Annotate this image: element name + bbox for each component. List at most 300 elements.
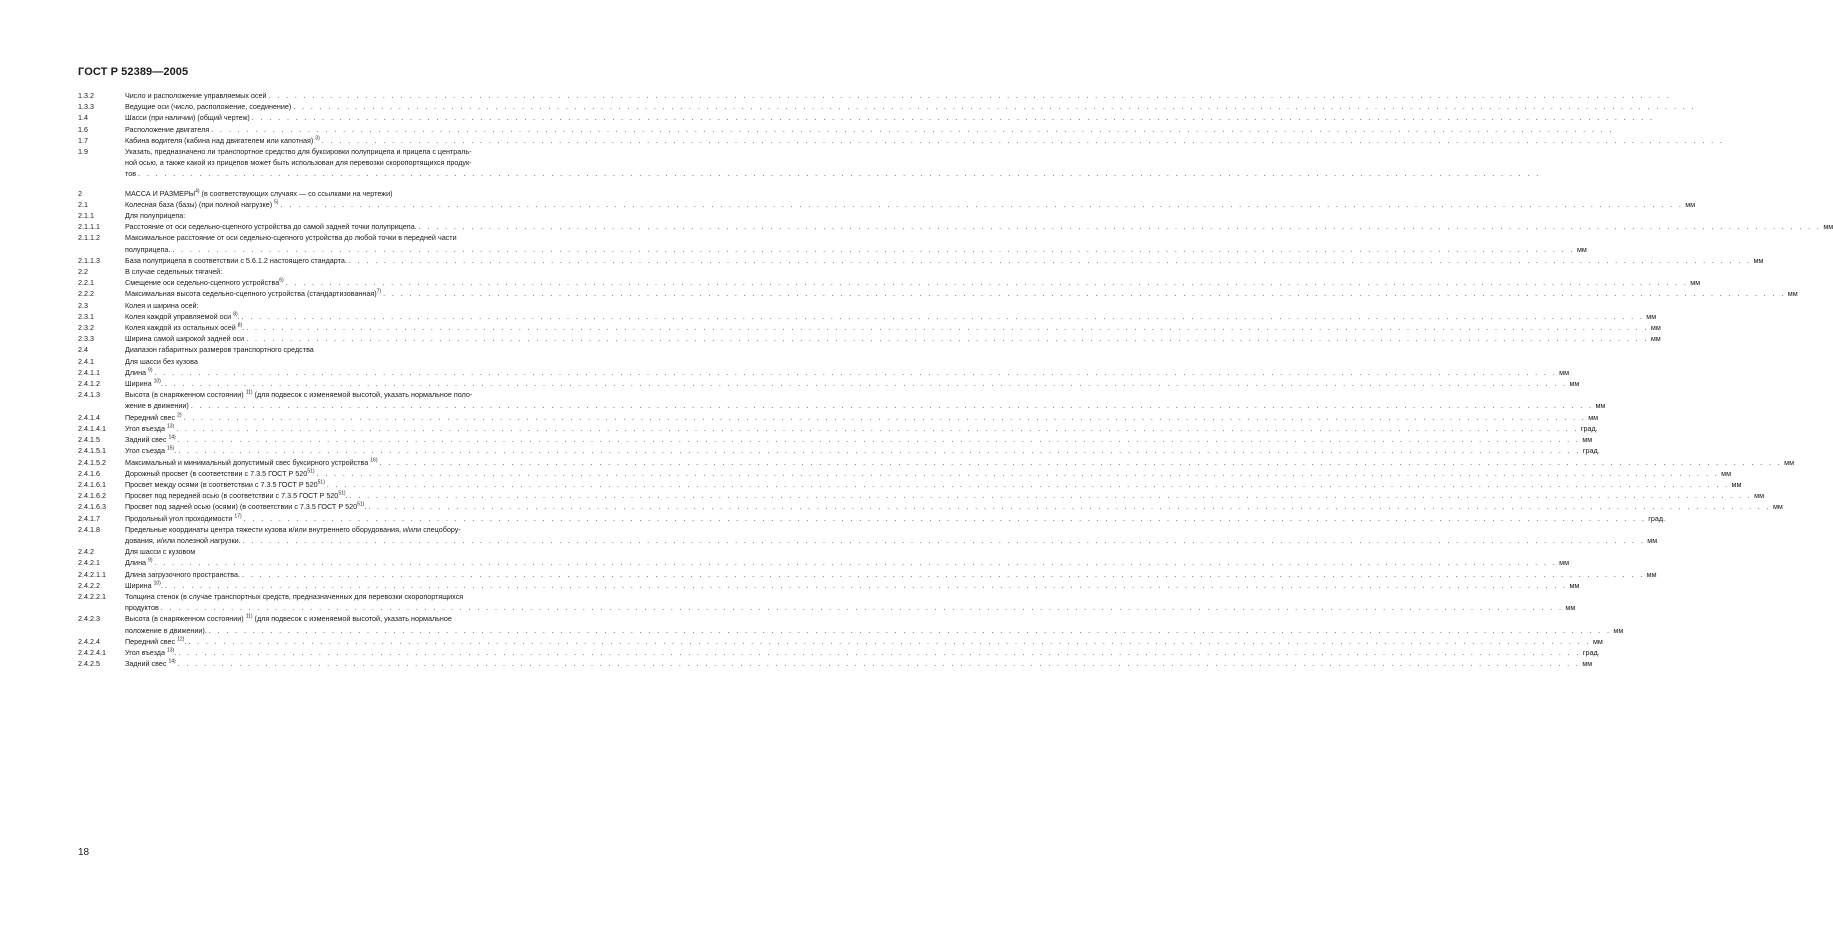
clause-line-text: Длина $^{9)}$ [125, 367, 153, 377]
dot-leader: . . . . . . . . . . . . . . . . . . . . . . . . . . . . . . . . . . . . . . . . . . . . . . . . . . . . . . . . . . . . . . . . . . . . . . . . . . . . . . . . . . . . . . . . . . . . . . . . . . . . . . . . . . . . . . . . . . . . . . . . . . . . . . . . . . . . . . . . . . . . . . . . . . . . . . . . . . . . . . . . [172, 244, 1575, 254]
clause-line-text: Ширина $^{10)}$. [125, 580, 163, 590]
clause-line-text: Длина загрузочного пространства. [125, 569, 241, 579]
section-gap [78, 180, 614, 188]
clause-line-text: Колея каждой управляемой оси $^{8)}$. [125, 311, 240, 321]
clause-number: 2.4.1.6.3 [78, 502, 106, 512]
unit-label: град. [1648, 513, 1666, 523]
clause-line [125, 580, 1580, 591]
clause-line [125, 322, 1661, 333]
clause-line-text: Ширина самой широкой задней оси [125, 334, 245, 344]
clause-number: 2.4.1.4.1 [78, 423, 106, 433]
spec-row [78, 277, 1701, 288]
spec-row [78, 580, 1580, 591]
clause-text [125, 389, 1606, 411]
clause-line [125, 210, 614, 221]
clause-line [125, 135, 1725, 146]
clause-text [125, 636, 1603, 647]
spec-row [78, 647, 1600, 658]
unit-label: мм [1647, 535, 1658, 545]
dot-leader: . . . . . . . . . . . . . . . . . . . . . . . . . . . . . . . . . . . . . . . . . . . . . . . . . . . . . . . . . . . . . . . . . . . . . . . . . . . . . . . . . . . . . . . . . . . . . . . . . . . . . . . . . . . . . . . . . . . . . . . . . . . . . . . . . . . . . . . . . . . . . . . . . . . . . . . . . . . . . . . . [293, 102, 1696, 112]
clause-text [125, 490, 1765, 501]
spec-row [78, 468, 1732, 479]
clause-line-text: Шасси (при наличии) (общий чертеж) [125, 113, 250, 123]
spec-row [78, 199, 1696, 210]
clause-number: 2.3.1 [78, 311, 94, 321]
clause-line [125, 647, 1600, 658]
clause-line-text: ной осью, а также какой из прицепов может быть использован для перевозки скоропортящихся продук- [125, 158, 472, 168]
clause-number: 2.4.2.3 [78, 614, 100, 624]
clause-text [125, 188, 614, 199]
clause-line [125, 255, 1764, 266]
clause-line [125, 112, 1655, 123]
clause-text [125, 513, 1666, 524]
clause-number: 2.4.1.5.2 [78, 457, 106, 467]
unit-label: мм [1690, 278, 1701, 288]
unit-label: мм [1753, 255, 1764, 265]
clause-line [125, 146, 614, 157]
clause-text [125, 591, 1576, 613]
clause-line-text: Толщина стенок (в случае транспортных средств, предназначенных для перевозки скоропортящихся [125, 591, 464, 601]
specification-list [78, 90, 1833, 669]
spec-row [78, 546, 614, 557]
dot-leader: . . . . . . . . . . . . . . . . . . . . . . . . . . . . . . . . . . . . . . . . . . . . . . . . . . . . . . . . . . . . . . . . . . . . . . . . . . . . . . . . . . . . . . . . . . . . . . . . . . . . . . . . . . . . . . . . . . . . . . . . . . . . . . . . . . . . . . . . . . . . . . . . . . . . . . . . . . . . . . . . [138, 169, 1541, 179]
dot-leader: . . . . . . . . . . . . . . . . . . . . . . . . . . . . . . . . . . . . . . . . . . . . . . . . . . . . . . . . . . . . . . . . . . . . . . . . . . . . . . . . . . . . . . . . . . . . . . . . . . . . . . . . . . . . . . . . . . . . . . . . . . . . . . . . . . . . . . . . . . . . . . . . . . . . . . . . . . . . . . . . [188, 636, 1591, 646]
spec-row [78, 188, 614, 199]
spec-row [78, 445, 1600, 456]
unit-label: град. [1582, 446, 1600, 456]
unit-label: мм [1646, 569, 1657, 579]
clause-line-text: Передний свес $^{2)}$ [125, 412, 182, 422]
clause-line-text: Максимальный и минимальный допустимый свес буксирного устройства $^{16)}$ [125, 457, 378, 467]
clause-line-text: продуктов [125, 603, 159, 613]
spec-row [78, 557, 1570, 568]
clause-number: 2.4.1.2 [78, 379, 100, 389]
clause-text [125, 569, 1657, 580]
clause-line-text: Высота (в снаряженном состоянии) $^{11)}$ (для подвесок с изменяемой высотой, указать нормальное [125, 613, 452, 624]
spec-row [78, 658, 1593, 669]
clause-text [125, 434, 1593, 445]
dot-leader: . . . . . . . . . . . . . . . . . . . . . . . . . . . . . . . . . . . . . . . . . . . . . . . . . . . . . . . . . . . . . . . . . . . . . . . . . . . . . . . . . . . . . . . . . . . . . . . . . . . . . . . . . . . . . . . . . . . . . . . . . . . . . . . . . . . . . . . . . . . . . . . . . . . . . . . . . . . . . . . . [164, 580, 1568, 590]
document-header: ГОСТ Р 52389—2005 [78, 66, 189, 78]
clause-line [125, 333, 1661, 344]
spec-row [78, 412, 1599, 423]
unit-label: мм [1582, 659, 1593, 669]
spec-row [78, 124, 1614, 135]
clause-text [125, 423, 1598, 434]
spec-row [78, 344, 614, 355]
clause-number: 2.4.1.3 [78, 390, 100, 400]
clause-line-text: Угол въезда $^{13)}$ [125, 423, 175, 433]
clause-line-text: Максимальная высота седельно-сцепного устройства (стандартизованная)$^{7)}$ [125, 289, 382, 299]
clause-line-text: Угол съезда $^{15)}$. [125, 445, 177, 456]
clause-text [125, 277, 1701, 288]
clause-line-text: Продольный угол проходимости $^{17)}$ [125, 513, 242, 523]
clause-line [125, 546, 614, 557]
spec-row [78, 333, 1661, 344]
clause-line [125, 457, 1795, 468]
clause-text [125, 101, 1696, 112]
clause-text [125, 367, 1570, 378]
dot-leader: . . . . . . . . . . . . . . . . . . . . . . . . . . . . . . . . . . . . . . . . . . . . . . . . . . . . . . . . . . . . . . . . . . . . . . . . . . . . . . . . . . . . . . . . . . . . . . . . . . . . . . . . . . . . . . . . . . . . . . . . . . . . . . . . . . . . . . . . . . . . . . . . . . . . . . . . . . . . . . . . [379, 457, 1783, 467]
clause-line-text: База полуприцепа в соответствии с 5.6.1.2 настоящего стандарта. [125, 255, 347, 265]
unit-label: мм [1613, 625, 1624, 635]
unit-label: град. [1582, 647, 1600, 657]
clause-number: 2.4.2.5 [78, 659, 100, 669]
unit-label: мм [1650, 334, 1661, 344]
unit-label: мм [1772, 502, 1783, 512]
clause-line [125, 445, 1600, 456]
clause-line-text: Просвет под задней осью (осями) (в соответствии с 7.3.5 ГОСТ Р 520$^{51)}$. [125, 501, 367, 512]
spec-row [78, 501, 1783, 512]
spec-row [78, 90, 1672, 101]
spec-row [78, 101, 1696, 112]
clause-line-text: жение в движении) [125, 401, 189, 411]
clause-line-text: Для шасси без кузова [125, 356, 198, 366]
unit-label: мм [1646, 311, 1657, 321]
clause-line-text: Кабина водителя (кабина над двигателем или капотная) $^{3)}$ [125, 135, 320, 145]
clause-text [125, 322, 1661, 333]
clause-line [125, 636, 1603, 647]
dot-leader: . . . . . . . . . . . . . . . . . . . . . . . . . . . . . . . . . . . . . . . . . . . . . . . . . . . . . . . . . . . . . . . . . . . . . . . . . . . . . . . . . . . . . . . . . . . . . . . . . . . . . . . . . . . . . . . . . . . . . . . . . . . . . . . . . . . . . . . . . . . . . . . . . . . . . . . . . . . . . . . . [280, 199, 1684, 209]
clause-text [125, 146, 1541, 180]
clause-line [125, 244, 1587, 255]
spec-row [78, 569, 1657, 580]
clause-line [125, 277, 1701, 288]
spec-row [78, 322, 1661, 333]
unit-label: мм [1576, 244, 1587, 254]
clause-number: 2.1.1.3 [78, 255, 100, 265]
clause-text [125, 613, 1624, 635]
clause-number: 2.1.1.2 [78, 233, 100, 243]
clause-line [125, 591, 614, 602]
clause-line-text: Колея каждой из остальных осей $^{8)}$. [125, 322, 245, 333]
unit-label: мм [1731, 479, 1742, 489]
clause-text [125, 210, 614, 221]
spec-row [78, 423, 1598, 434]
clause-line-text: тов [125, 169, 137, 179]
clause-text [125, 232, 1587, 254]
dot-leader: . . . . . . . . . . . . . . . . . . . . . . . . . . . . . . . . . . . . . . . . . . . . . . . . . . . . . . . . . . . . . . . . . . . . . . . . . . . . . . . . . . . . . . . . . . . . . . . . . . . . . . . . . . . . . . . . . . . . . . . . . . . . . . . . . . . . . . . . . . . . . . . . . . . . . . . . . . . . . . . . [348, 255, 1752, 265]
clause-line [125, 101, 1696, 112]
spec-row [78, 636, 1603, 647]
clause-number: 2.4.1.6.2 [78, 491, 106, 501]
clause-line [125, 602, 1576, 613]
clause-line [125, 344, 614, 355]
clause-text [125, 124, 1614, 135]
dot-leader: . . . . . . . . . . . . . . . . . . . . . . . . . . . . . . . . . . . . . . . . . . . . . . . . . . . . . . . . . . . . . . . . . . . . . . . . . . . . . . . . . . . . . . . . . . . . . . . . . . . . . . . . . . . . . . . . . . . . . . . . . . . . . . . . . . . . . . . . . . . . . . . . . . . . . . . . . . . . . . . . [243, 513, 1647, 523]
spec-row [78, 513, 1666, 524]
clause-text [125, 412, 1599, 423]
dot-leader: . . . . . . . . . . . . . . . . . . . . . . . . . . . . . . . . . . . . . . . . . . . . . . . . . . . . . . . . . . . . . . . . . . . . . . . . . . . . . . . . . . . . . . . . . . . . . . . . . . . . . . . . . . . . . . . . . . . . . . . . . . . . . . . . . . . . . . . . . . . . . . . . . . . . . . . . . . . . . . . . [178, 446, 1581, 456]
clause-number: 2.1.1.1 [78, 222, 100, 232]
clause-line-text: Предельные координаты центра тяжести кузова и/или внутреннего оборудования, и/или спецобору- [125, 524, 461, 534]
clause-number: 1.7 [78, 135, 88, 145]
spec-row [78, 232, 1587, 254]
clause-text [125, 255, 1764, 266]
clause-text [125, 221, 1833, 232]
spec-row [78, 135, 1725, 146]
clause-text [125, 557, 1570, 568]
clause-number: 1.3.2 [78, 91, 94, 100]
clause-number: 2.4.1 [78, 356, 94, 366]
clause-line-text: положение в движении). [125, 625, 207, 635]
unit-label: мм [1784, 457, 1795, 467]
clause-line-text: МАССА И РАЗМЕРЫ$^{4)}$ (в соответствующих случаях — со ссылками на чертежи) [125, 188, 393, 198]
clause-line-text: Угол въезда $^{13)}$. [125, 647, 177, 657]
dot-leader: . . . . . . . . . . . . . . . . . . . . . . . . . . . . . . . . . . . . . . . . . . . . . . . . . . . . . . . . . . . . . . . . . . . . . . . . . . . . . . . . . . . . . . . . . . . . . . . . . . . . . . . . . . . . . . . . . . . . . . . . . . . . . . . . . . . . . . . . . . . . . . . . . . . . . . . . . . . . . . . . [246, 334, 1649, 344]
dot-leader: . . . . . . . . . . . . . . . . . . . . . . . . . . . . . . . . . . . . . . . . . . . . . . . . . . . . . . . . . . . . . . . . . . . . . . . . . . . . . . . . . . . . . . . . . . . . . . . . . . . . . . . . . . . . . . . . . . . . . . . . . . . . . . . . . . . . . . . . . . . . . . . . . . . . . . . . . . . . . . . . [246, 323, 1649, 333]
clause-line [125, 513, 1666, 524]
clause-line [125, 221, 1833, 232]
clause-line [125, 232, 614, 243]
clause-line-text: Просвет под передней осью (в соответствии с 7.3.5 ГОСТ Р 520$^{51)}$. [125, 490, 348, 501]
dot-leader: . . . . . . . . . . . . . . . . . . . . . . . . . . . . . . . . . . . . . . . . . . . . . . . . . . . . . . . . . . . . . . . . . . . . . . . . . . . . . . . . . . . . . . . . . . . . . . . . . . . . . . . . . . . . . . . . . . . . . . . . . . . . . . . . . . . . . . . . . . . . . . . . . . . . . . . . . . . . . . . . [349, 491, 1753, 501]
clause-line [125, 434, 1593, 445]
clause-line [125, 157, 614, 168]
clause-number: 2.4.1.4 [78, 412, 100, 422]
dot-leader: . . . . . . . . . . . . . . . . . . . . . . . . . . . . . . . . . . . . . . . . . . . . . . . . . . . . . . . . . . . . . . . . . . . . . . . . . . . . . . . . . . . . . . . . . . . . . . . . . . . . . . . . . . . . . . . . . . . . . . . . . . . . . . . . . . . . . . . . . . . . . . . . . . . . . . . . . . . . . . . . [178, 647, 1581, 657]
clause-number: 1.3.3 [78, 102, 94, 112]
clause-text [125, 266, 614, 277]
spec-row [78, 112, 1655, 123]
clause-line-text: Передний свес $^{12)}$. [125, 636, 187, 646]
unit-label: мм [1569, 379, 1580, 389]
clause-number: 2.1.1 [78, 211, 94, 221]
clause-line [125, 188, 614, 199]
clause-text [125, 658, 1593, 669]
dot-leader: . . . . . . . . . . . . . . . . . . . . . . . . . . . . . . . . . . . . . . . . . . . . . . . . . . . . . . . . . . . . . . . . . . . . . . . . . . . . . . . . . . . . . . . . . . . . . . . . . . . . . . . . . . . . . . . . . . . . . . . . . . . . . . . . . . . . . . . . . . . . . . . . . . . . . . . . . . . . . . . . [316, 468, 1720, 478]
spec-row [78, 378, 1580, 389]
clause-number: 2.4.2.4.1 [78, 647, 106, 657]
clause-number: 2.2 [78, 267, 88, 277]
clause-text [125, 580, 1580, 591]
clause-number: 2.2.2 [78, 289, 94, 299]
clause-line-text: Задний свес $^{14)}$ [125, 658, 176, 669]
clause-text [125, 468, 1732, 479]
clause-line-text: Дорожный просвет (в соответствии с 7.3.5 ГОСТ Р 520$^{51)}$ [125, 468, 315, 478]
clause-line [125, 535, 1658, 546]
clause-number: 2.4.2.1.1 [78, 569, 106, 579]
dot-leader: . . . . . . . . . . . . . . . . . . . . . . . . . . . . . . . . . . . . . . . . . . . . . . . . . . . . . . . . . . . . . . . . . . . . . . . . . . . . . . . . . . . . . . . . . . . . . . . . . . . . . . . . . . . . . . . . . . . . . . . . . . . . . . . . . . . . . . . . . . . . . . . . . . . . . . . . . . . . . . . . [268, 91, 1672, 100]
clause-number: 2.2.1 [78, 278, 94, 288]
dot-leader: . . . . . . . . . . . . . . . . . . . . . . . . . . . . . . . . . . . . . . . . . . . . . . . . . . . . . . . . . . . . . . . . . . . . . . . . . . . . . . . . . . . . . . . . . . . . . . . . . . . . . . . . . . . . . . . . . . . . . . . . . . . . . . . . . . . . . . . . . . . . . . . . . . . . . . . . . . . . . . . . [383, 289, 1786, 299]
clause-text [125, 501, 1783, 512]
dot-leader: . . . . . . . . . . . . . . . . . . . . . . . . . . . . . . . . . . . . . . . . . . . . . . . . . . . . . . . . . . . . . . . . . . . . . . . . . . . . . . . . . . . . . . . . . . . . . . . . . . . . . . . . . . . . . . . . . . . . . . . . . . . . . . . . . . . . . . . . . . . . . . . . . . . . . . . . . . . . . . . . [177, 659, 1581, 669]
clause-text [125, 445, 1600, 456]
clause-line-text: Колесная база (базы) (при полной нагрузке) $^{5)}$ [125, 199, 279, 209]
clause-line-text: Ведущие оси (число, расположение, соединение) [125, 102, 292, 112]
dot-leader: . . . . . . . . . . . . . . . . . . . . . . . . . . . . . . . . . . . . . . . . . . . . . . . . . . . . . . . . . . . . . . . . . . . . . . . . . . . . . . . . . . . . . . . . . . . . . . . . . . . . . . . . . . . . . . . . . . . . . . . . . . . . . . . . . . . . . . . . . . . . . . . . . . . . . . . . . . . . . . . . [251, 113, 1655, 123]
dot-leader: . . . . . . . . . . . . . . . . . . . . . . . . . . . . . . . . . . . . . . . . . . . . . . . . . . . . . . . . . . . . . . . . . . . . . . . . . . . . . . . . . . . . . . . . . . . . . . . . . . . . . . . . . . . . . . . . . . . . . . . . . . . . . . . . . . . . . . . . . . . . . . . . . . . . . . . . . . . . . . . . [208, 625, 1612, 635]
unit-label: мм [1823, 222, 1833, 232]
dot-leader: . . . . . . . . . . . . . . . . . . . . . . . . . . . . . . . . . . . . . . . . . . . . . . . . . . . . . . . . . . . . . . . . . . . . . . . . . . . . . . . . . . . . . . . . . . . . . . . . . . . . . . . . . . . . . . . . . . . . . . . . . . . . . . . . . . . . . . . . . . . . . . . . . . . . . . . . . . . . . . . . [154, 558, 1558, 568]
clause-text [125, 647, 1600, 658]
clause-line [125, 423, 1598, 434]
clause-number: 2.1 [78, 199, 88, 209]
clause-line [125, 613, 614, 624]
clause-number: 2.4.2 [78, 547, 94, 557]
dot-leader: . . . . . . . . . . . . . . . . . . . . . . . . . . . . . . . . . . . . . . . . . . . . . . . . . . . . . . . . . . . . . . . . . . . . . . . . . . . . . . . . . . . . . . . . . . . . . . . . . . . . . . . . . . . . . . . . . . . . . . . . . . . . . . . . . . . . . . . . . . . . . . . . . . . . . . . . . . . . . . . . [160, 603, 1564, 613]
clause-number: 2.4.1.6.1 [78, 479, 106, 489]
clause-line [125, 199, 1696, 210]
clause-number: 1.6 [78, 124, 88, 134]
clause-number: 2.4.2.2 [78, 580, 100, 590]
unit-label: мм [1685, 199, 1696, 209]
spec-row [78, 255, 1764, 266]
clause-line [125, 168, 1541, 179]
clause-line-text: Указать, предназначено ли транспортное средство для буксировки полуприцепа и прицепа с централь- [125, 147, 472, 157]
dot-leader: . . . . . . . . . . . . . . . . . . . . . . . . . . . . . . . . . . . . . . . . . . . . . . . . . . . . . . . . . . . . . . . . . . . . . . . . . . . . . . . . . . . . . . . . . . . . . . . . . . . . . . . . . . . . . . . . . . . . . . . . . . . . . . . . . . . . . . . . . . . . . . . . . . . . . . . . . . . . . . . . [154, 367, 1558, 377]
clause-text [125, 344, 614, 355]
clause-line [125, 356, 614, 367]
dot-leader: . . . . . . . . . . . . . . . . . . . . . . . . . . . . . . . . . . . . . . . . . . . . . . . . . . . . . . . . . . . . . . . . . . . . . . . . . . . . . . . . . . . . . . . . . . . . . . . . . . . . . . . . . . . . . . . . . . . . . . . . . . . . . . . . . . . . . . . . . . . . . . . . . . . . . . . . . . . . . . . . [368, 502, 1771, 512]
clause-number: 2.4.2.4 [78, 636, 100, 646]
clause-line [125, 557, 1570, 568]
clause-line [125, 124, 1614, 135]
unit-label: мм [1559, 558, 1570, 568]
spec-row [78, 311, 1657, 322]
unit-label: град. [1580, 423, 1598, 433]
spec-row [78, 591, 1576, 613]
clause-text [125, 356, 614, 367]
clause-text [125, 457, 1795, 468]
clause-number: 1.4 [78, 113, 88, 123]
page-number: 18 [78, 847, 90, 858]
spec-row [78, 524, 1658, 546]
clause-number: 2.4.1.8 [78, 524, 100, 534]
clause-line [125, 378, 1580, 389]
clause-text [125, 479, 1742, 490]
clause-line [125, 311, 1657, 322]
clause-line-text: Просвет между осями (в соответствии с 7.3.5 ГОСТ Р 520$^{51)}$ [125, 479, 325, 489]
clause-line [125, 658, 1593, 669]
clause-number: 2.4.1.7 [78, 513, 100, 523]
spec-row [78, 389, 1606, 411]
clause-number: 1.9 [78, 147, 88, 157]
unit-label: мм [1565, 603, 1576, 613]
clause-number: 2.4.2.1 [78, 558, 100, 568]
unit-label: мм [1650, 323, 1661, 333]
clause-text [125, 199, 1696, 210]
unit-label: мм [1582, 435, 1593, 445]
spec-row [78, 146, 1541, 180]
clause-line-text: Расстояние от оси седельно-сцепного устройства до самой задней точки полуприцепа. [125, 222, 417, 232]
clause-line-text: Максимальное расстояние от оси седельно-сцепного устройства до любой точки в передней части [125, 233, 457, 243]
clause-line [125, 468, 1732, 479]
clause-line-text: полуприцепа. [125, 244, 171, 254]
dot-leader: . . . . . . . . . . . . . . . . . . . . . . . . . . . . . . . . . . . . . . . . . . . . . . . . . . . . . . . . . . . . . . . . . . . . . . . . . . . . . . . . . . . . . . . . . . . . . . . . . . . . . . . . . . . . . . . . . . . . . . . . . . . . . . . . . . . . . . . . . . . . . . . . . . . . . . . . . . . . . . . . [326, 479, 1730, 489]
unit-label: мм [1787, 289, 1798, 299]
unit-label: мм [1592, 636, 1603, 646]
clause-text [125, 311, 1657, 322]
clause-text [125, 288, 1798, 299]
dot-leader: . . . . . . . . . . . . . . . . . . . . . . . . . . . . . . . . . . . . . . . . . . . . . . . . . . . . . . . . . . . . . . . . . . . . . . . . . . . . . . . . . . . . . . . . . . . . . . . . . . . . . . . . . . . . . . . . . . . . . . . . . . . . . . . . . . . . . . . . . . . . . . . . . . . . . . . . . . . . . . . . [190, 401, 1594, 411]
clause-line [125, 400, 1606, 411]
unit-label: мм [1754, 491, 1765, 501]
clause-text [125, 378, 1580, 389]
spec-row [78, 434, 1593, 445]
clause-line [125, 300, 614, 311]
dot-leader: . . . . . . . . . . . . . . . . . . . . . . . . . . . . . . . . . . . . . . . . . . . . . . . . . . . . . . . . . . . . . . . . . . . . . . . . . . . . . . . . . . . . . . . . . . . . . . . . . . . . . . . . . . . . . . . . . . . . . . . . . . . . . . . . . . . . . . . . . . . . . . . . . . . . . . . . . . . . . . . . [285, 278, 1689, 288]
unit-label: мм [1588, 412, 1599, 422]
unit-label: мм [1721, 468, 1732, 478]
clause-line-text: Смещение оси седельно-сцепного устройства$^{6)}$ [125, 277, 284, 288]
clause-line-text: Высота (в снаряженном состоянии) $^{11)}$ (для подвесок с изменяемой высотой, указать нормальное поло- [125, 389, 473, 400]
clause-number: 2.4.1.5 [78, 435, 100, 445]
spec-row [78, 210, 614, 221]
clause-line [125, 389, 614, 400]
clause-number: 2.3.3 [78, 334, 94, 344]
clause-text [125, 524, 1658, 546]
spec-row [78, 613, 1624, 635]
dot-leader: . . . . . . . . . . . . . . . . . . . . . . . . . . . . . . . . . . . . . . . . . . . . . . . . . . . . . . . . . . . . . . . . . . . . . . . . . . . . . . . . . . . . . . . . . . . . . . . . . . . . . . . . . . . . . . . . . . . . . . . . . . . . . . . . . . . . . . . . . . . . . . . . . . . . . . . . . . . . . . . . [242, 569, 1645, 579]
dot-leader: . . . . . . . . . . . . . . . . . . . . . . . . . . . . . . . . . . . . . . . . . . . . . . . . . . . . . . . . . . . . . . . . . . . . . . . . . . . . . . . . . . . . . . . . . . . . . . . . . . . . . . . . . . . . . . . . . . . . . . . . . . . . . . . . . . . . . . . . . . . . . . . . . . . . . . . . . . . . . . . . [418, 222, 1822, 232]
clause-line [125, 501, 1783, 512]
dot-leader: . . . . . . . . . . . . . . . . . . . . . . . . . . . . . . . . . . . . . . . . . . . . . . . . . . . . . . . . . . . . . . . . . . . . . . . . . . . . . . . . . . . . . . . . . . . . . . . . . . . . . . . . . . . . . . . . . . . . . . . . . . . . . . . . . . . . . . . . . . . . . . . . . . . . . . . . . . . . . . . . [321, 135, 1725, 145]
clause-line [125, 266, 614, 277]
dot-leader: . . . . . . . . . . . . . . . . . . . . . . . . . . . . . . . . . . . . . . . . . . . . . . . . . . . . . . . . . . . . . . . . . . . . . . . . . . . . . . . . . . . . . . . . . . . . . . . . . . . . . . . . . . . . . . . . . . . . . . . . . . . . . . . . . . . . . . . . . . . . . . . . . . . . . . . . . . . . . . . . [176, 423, 1579, 433]
unit-label: мм [1559, 367, 1570, 377]
clause-text [125, 135, 1725, 146]
unit-label: мм [1569, 580, 1580, 590]
clause-line-text: дования, и/или полезной нагрузки. [125, 535, 241, 545]
spec-row [78, 300, 614, 311]
spec-row [78, 288, 1798, 299]
dot-leader: . . . . . . . . . . . . . . . . . . . . . . . . . . . . . . . . . . . . . . . . . . . . . . . . . . . . . . . . . . . . . . . . . . . . . . . . . . . . . . . . . . . . . . . . . . . . . . . . . . . . . . . . . . . . . . . . . . . . . . . . . . . . . . . . . . . . . . . . . . . . . . . . . . . . . . . . . . . . . . . . [242, 535, 1646, 545]
dot-leader: . . . . . . . . . . . . . . . . . . . . . . . . . . . . . . . . . . . . . . . . . . . . . . . . . . . . . . . . . . . . . . . . . . . . . . . . . . . . . . . . . . . . . . . . . . . . . . . . . . . . . . . . . . . . . . . . . . . . . . . . . . . . . . . . . . . . . . . . . . . . . . . . . . . . . . . . . . . . . . . . [183, 412, 1587, 422]
clause-text [125, 90, 1672, 101]
clause-text [125, 112, 1655, 123]
spec-row [78, 490, 1765, 501]
clause-number: 2.3.2 [78, 323, 94, 333]
clause-line [125, 367, 1570, 378]
clause-line-text: Колея и ширина осей: [125, 300, 199, 310]
clause-line-text: Расположение двигателя [125, 124, 210, 134]
clause-line [125, 412, 1599, 423]
dot-leader: . . . . . . . . . . . . . . . . . . . . . . . . . . . . . . . . . . . . . . . . . . . . . . . . . . . . . . . . . . . . . . . . . . . . . . . . . . . . . . . . . . . . . . . . . . . . . . . . . . . . . . . . . . . . . . . . . . . . . . . . . . . . . . . . . . . . . . . . . . . . . . . . . . . . . . . . . . . . . . . . [164, 379, 1568, 389]
clause-line-text: Диапазон габаритных размеров транспортного средства [125, 345, 314, 355]
clause-text [125, 546, 614, 557]
clause-line [125, 479, 1742, 490]
clause-number: 2.4.2.2.1 [78, 591, 106, 601]
clause-line-text: Для шасси с кузовом [125, 547, 196, 557]
clause-number: 2.4 [78, 345, 88, 355]
clause-line-text: Для полуприцепа: [125, 211, 186, 221]
clause-line [125, 625, 1624, 636]
clause-text [125, 333, 1661, 344]
clause-number: 2.4.1.6 [78, 468, 100, 478]
dot-leader: . . . . . . . . . . . . . . . . . . . . . . . . . . . . . . . . . . . . . . . . . . . . . . . . . . . . . . . . . . . . . . . . . . . . . . . . . . . . . . . . . . . . . . . . . . . . . . . . . . . . . . . . . . . . . . . . . . . . . . . . . . . . . . . . . . . . . . . . . . . . . . . . . . . . . . . . . . . . . . . . [211, 124, 1614, 134]
clause-line [125, 288, 1798, 299]
spec-row [78, 367, 1570, 378]
clause-line-text: Ширина $^{10)}$. [125, 378, 163, 389]
clause-line-text: В случае седельных тягачей: [125, 267, 223, 277]
clause-line-text: Задний свес $^{14)}$ [125, 434, 176, 445]
clause-line [125, 524, 614, 535]
spec-row [78, 266, 614, 277]
clause-number: 2.3 [78, 300, 88, 310]
clause-number: 2 [78, 188, 82, 198]
clause-line [125, 569, 1657, 580]
spec-row [78, 356, 614, 367]
clause-number: 2.4.1.1 [78, 367, 100, 377]
dot-leader: . . . . . . . . . . . . . . . . . . . . . . . . . . . . . . . . . . . . . . . . . . . . . . . . . . . . . . . . . . . . . . . . . . . . . . . . . . . . . . . . . . . . . . . . . . . . . . . . . . . . . . . . . . . . . . . . . . . . . . . . . . . . . . . . . . . . . . . . . . . . . . . . . . . . . . . . . . . . . . . . [241, 311, 1645, 321]
clause-text [125, 300, 614, 311]
clause-line-text: Длина $^{9)}$ [125, 557, 153, 568]
clause-line [125, 90, 1672, 101]
unit-label: мм [1595, 401, 1606, 411]
clause-line [125, 490, 1765, 501]
